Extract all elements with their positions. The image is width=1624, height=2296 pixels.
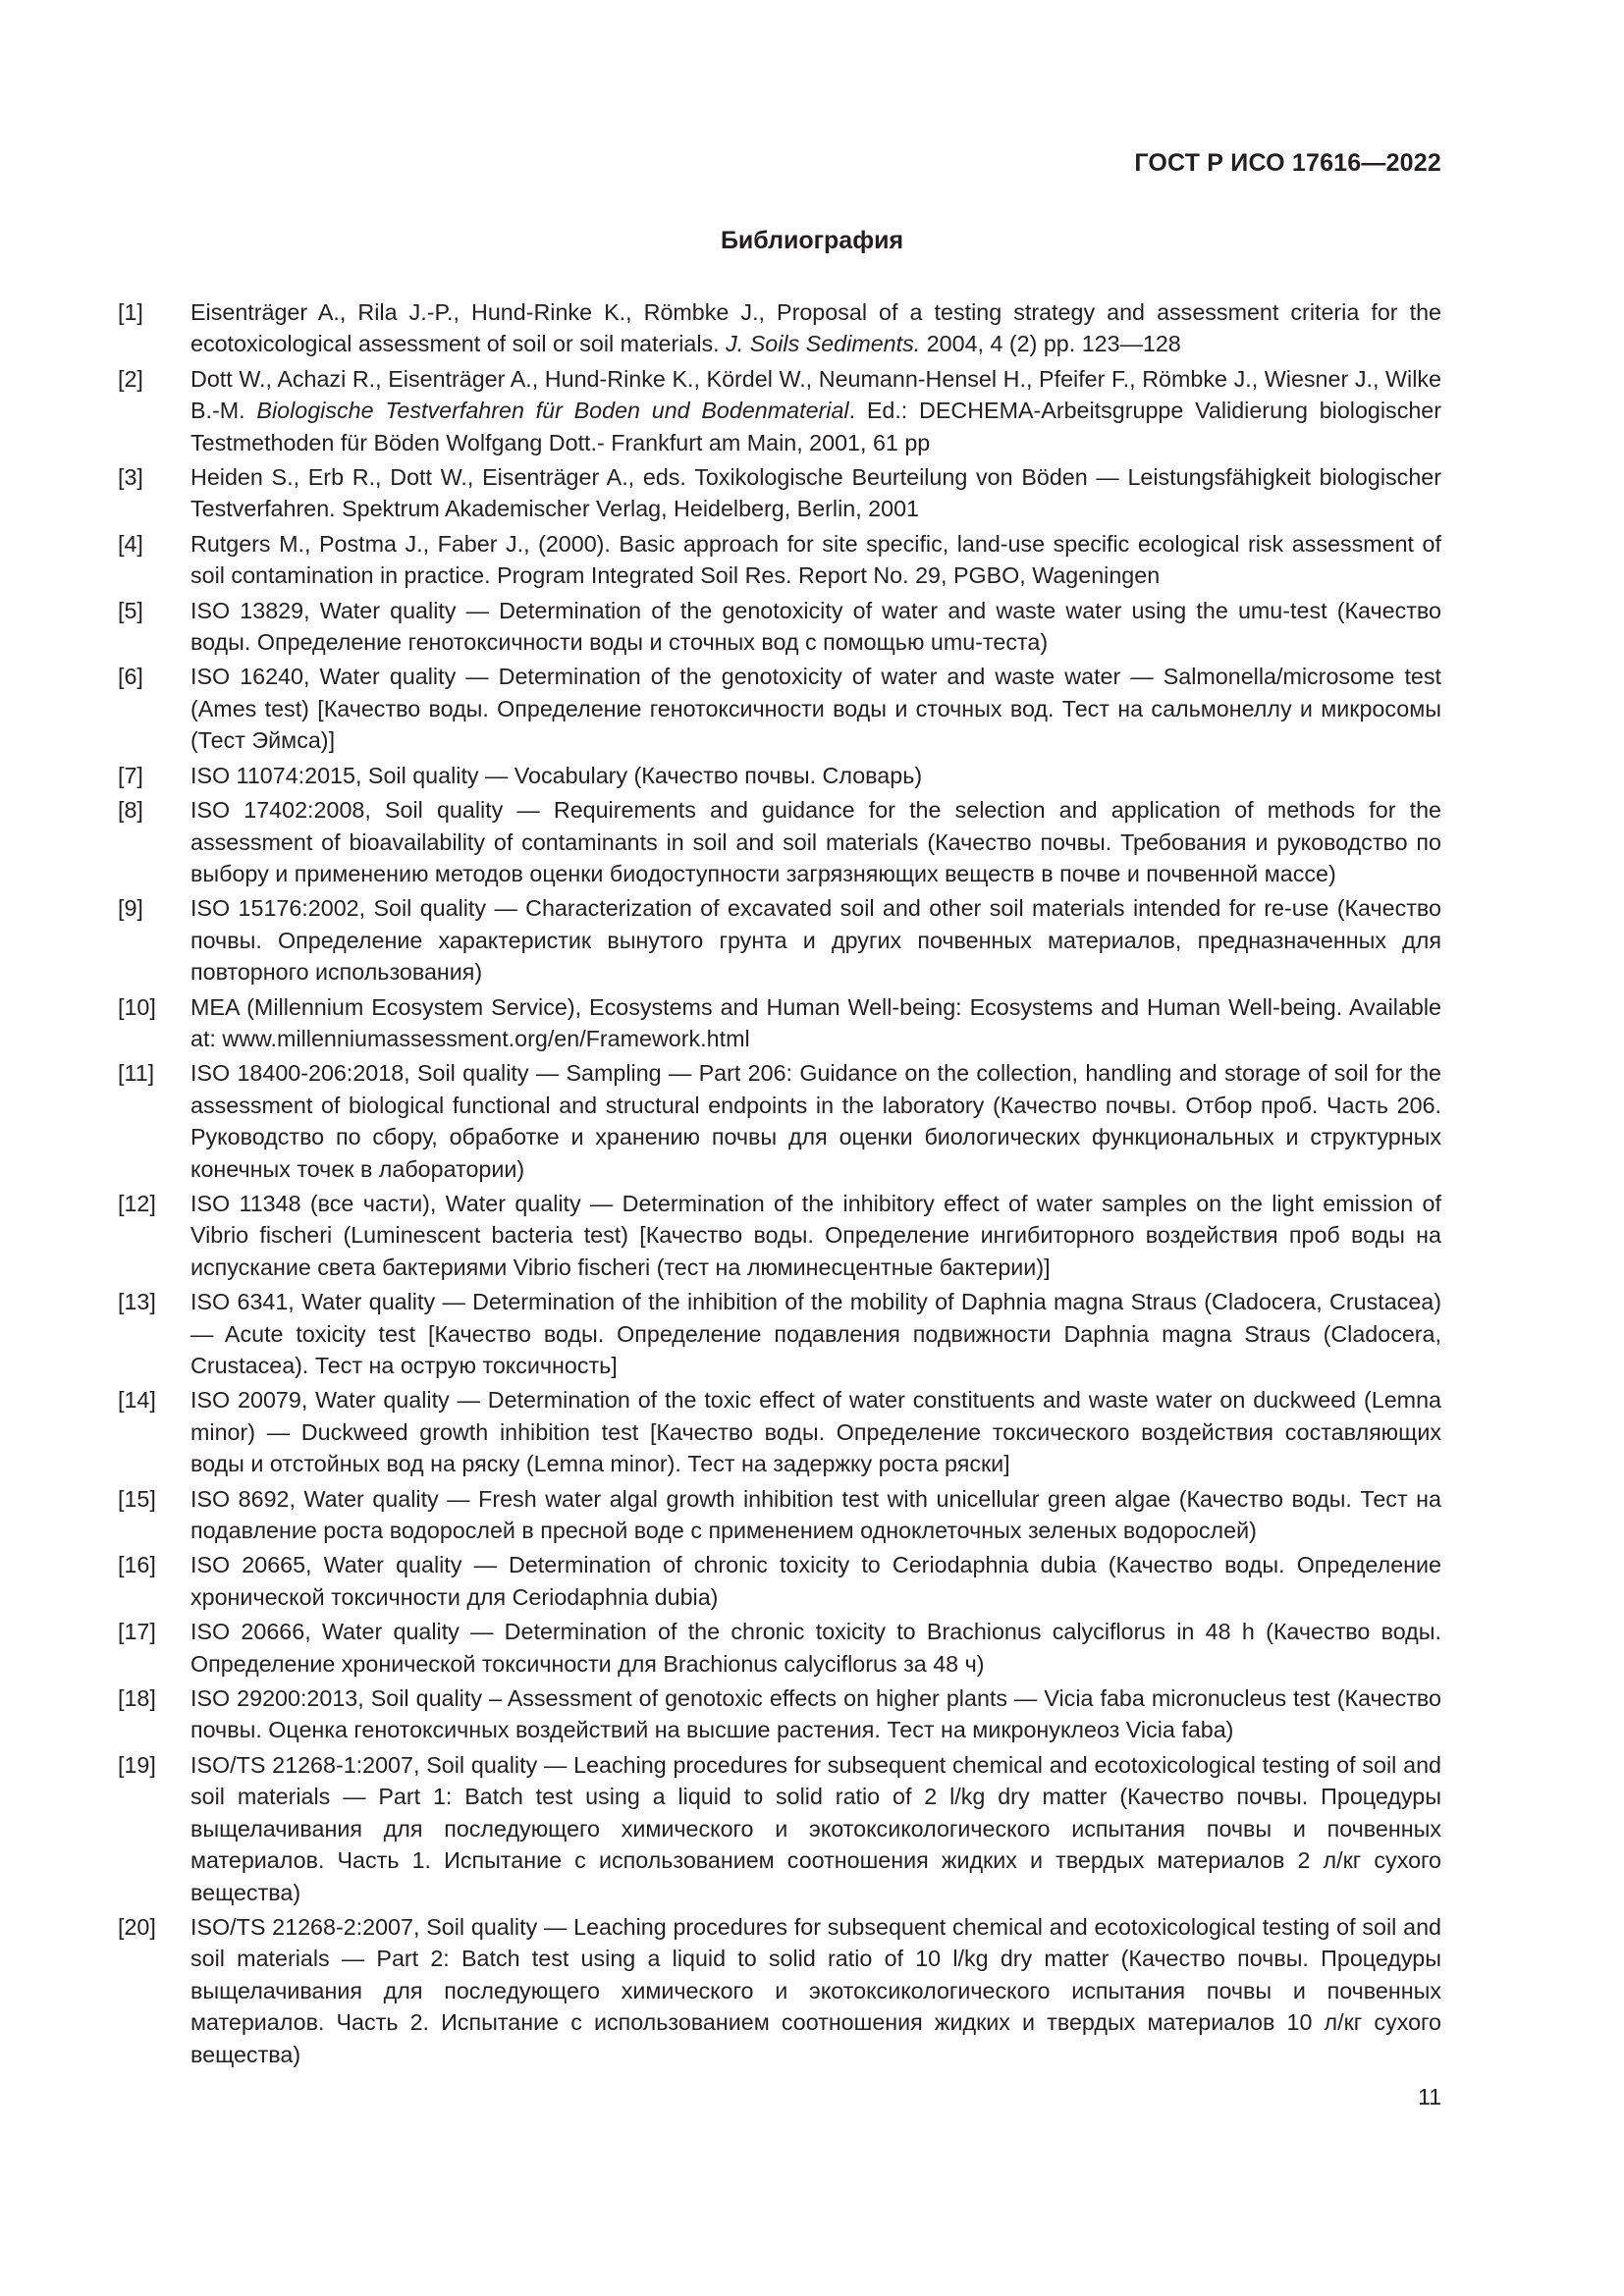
reference-segment: ISO 15176:2002, Soil quality — Characterization of excavated soil and other soil materials intended for re-use (Качество почвы. Определение характеристик вынутого грунта и других почвенных материалов, предназначенных для повторного использования) xyxy=(190,895,1441,986)
reference-number: [2] xyxy=(118,365,143,392)
reference-text xyxy=(190,1384,1441,1479)
reference-text xyxy=(190,1911,1441,2070)
reference-number: [3] xyxy=(118,464,143,491)
reference-item xyxy=(118,1188,1441,1283)
reference-item xyxy=(118,1286,1441,1381)
reference-segment: ISO 16240, Water quality — Determination of the genotoxicity of water and waste water — Salmonella/microsome test (Ames test) [Качество воды. Определение генотоксичности воды и сточных вод. Тест на сальмонеллу и микросомы (Тест Эймса)] xyxy=(190,664,1441,754)
reference-segment: ISO 29200:2013, Soil quality – Assessment of genotoxic effects on higher plants — Vicia faba micronucleus test (Качество почвы. Оценка генотоксичных воздействий на высшие растения. Тест на микронуклеоз Vicia faba) xyxy=(190,1685,1441,1743)
reference-text xyxy=(190,1188,1441,1283)
reference-number: [16] xyxy=(118,1552,156,1578)
reference-item xyxy=(118,363,1441,458)
reference-segment: ISO/TS 21268-1:2007, Soil quality — Leaching procedures for subsequent chemical and ecotoxicological testing of soil and soil materials — Part 1: Batch test using a liquid to solid ratio of 2 l/kg dry matter (Качество почвы. Процедуры выщелачивания для последующего химического и экотоксикологического испытания почвы и почвенных материалов. Часть 1. Испытание с использованием соотношения жидких и твердых материалов 2 л/кг сухого вещества) xyxy=(190,1751,1441,1905)
reference-number: [4] xyxy=(118,530,143,557)
reference-item xyxy=(118,461,1441,525)
reference-segment: ISO 11074:2015, Soil quality — Vocabulary (Качество почвы. Словарь) xyxy=(190,762,923,788)
reference-item xyxy=(118,760,1441,791)
reference-italic-segment: Biologische Testverfahren für Boden und Bodenmaterial xyxy=(256,398,849,424)
reference-number: [7] xyxy=(118,762,143,788)
reference-segment: ISO 17402:2008, Soil quality — Requirements and guidance for the selection and application of methods for the assessment of bioavailability of contaminants in soil and soil materials (Качество почвы. Требования и руководство по выбору и применению методов оценки биодоступности загрязняющих веществ в почве и почвенной массе) xyxy=(190,797,1441,886)
reference-number: [10] xyxy=(118,993,156,1020)
reference-segment: . Ed.: DECHEMA-Arbeitsgruppe Validierung biologischer Testmethoden für Böden Wolfgang Dott.- Frankfurt am Main, 2001, 61 pp xyxy=(190,398,1442,455)
reference-segment: ISO 13829, Water quality — Determination of the genotoxicity of water and waste water using the umu-test (Качество воды. Определение генотоксичности воды и сточных вод с помощью umu-теста) xyxy=(190,597,1441,656)
reference-number: [17] xyxy=(118,1619,156,1645)
reference-item xyxy=(118,1057,1441,1185)
reference-segment: Heiden S., Erb R., Dott W., Eisenträger A., eds. Toxikologische Beurteilung von Böden — Leistungsfähigkeit biologischer Testverfahren. Spektrum Akademischer Verlag, Heidelberg, Berlin, 2001 xyxy=(190,464,1441,522)
reference-text xyxy=(190,760,1441,791)
reference-segment: ISO 20079, Water quality — Determination of the toxic effect of water constituents and waste water on duckweed (Lemna minor) — Duckweed growth inhibition test [Качество воды. Определение токсического воздействия составляющих воды и отстойных вод на ряску (Lemna minor). Тест на задержку роста ряски] xyxy=(190,1387,1441,1477)
page-number: 11 xyxy=(1418,2084,1441,2109)
reference-item xyxy=(118,528,1441,592)
reference-text xyxy=(190,1749,1441,1908)
document-identifier: ГОСТ Р ИСО 17616—2022 xyxy=(1134,149,1441,177)
reference-item xyxy=(118,794,1441,889)
reference-text xyxy=(190,461,1441,525)
reference-segment: ISO 6341, Water quality — Determination of the inhibition of the mobility of Daphnia magna Straus (Cladocera, Crustacea) — Acute toxicity test [Качество воды. Определение подавления подвижности Daphnia magna Straus (Cladocera, Crustacea). Тест на острую токсичность] xyxy=(190,1289,1441,1378)
reference-item xyxy=(118,1384,1441,1479)
reference-item xyxy=(118,296,1441,360)
reference-number: [6] xyxy=(118,664,143,690)
reference-number: [11] xyxy=(118,1060,155,1087)
reference-item xyxy=(118,1682,1441,1746)
reference-segment: ISO/TS 21268-2:2007, Soil quality — Leaching procedures for subsequent chemical and ecotoxicological testing of soil and soil materials — Part 2: Batch test using a liquid to solid ratio of 10 l/kg dry matter (Качество почвы. Процедуры выщелачивания для последующего химического и экотоксикологического испытания почвы и почвенных материалов. Часть 2. Испытание с использованием соотношения жидких и твердых материалов 10 л/кг сухого вещества) xyxy=(190,1913,1441,2067)
reference-text xyxy=(190,991,1441,1055)
reference-item xyxy=(118,1483,1441,1547)
reference-text xyxy=(190,1549,1441,1613)
reference-item xyxy=(118,661,1441,756)
reference-segment: Eisenträger A., Rila J.-P., Hund-Rinke K., Römbke J., Proposal of a testing strategy and assessment criteria for the ecotoxicological assessment of soil or soil materials. xyxy=(190,299,1441,357)
reference-number: [12] xyxy=(118,1190,156,1216)
reference-text xyxy=(190,1682,1441,1746)
reference-item xyxy=(118,1616,1441,1680)
reference-item xyxy=(118,991,1441,1055)
reference-item xyxy=(118,1549,1441,1613)
reference-text xyxy=(190,1057,1441,1185)
reference-number: [13] xyxy=(118,1289,156,1315)
reference-text xyxy=(190,892,1441,988)
reference-number: [8] xyxy=(118,797,143,824)
reference-segment: MEA (Millennium Ecosystem Service), Ecosystems and Human Well-being: Ecosystems and Human Well-being. Available at: www.millenniumassessment.org/en/Framework.html xyxy=(190,993,1441,1051)
reference-text xyxy=(190,296,1441,360)
reference-number: [19] xyxy=(118,1751,156,1778)
reference-item xyxy=(118,892,1441,988)
reference-number: [20] xyxy=(118,1913,156,1940)
reference-segment: Dott W., Achazi R., Eisenträger A., Hund-Rinke K., Kördel W., Neumann-Hensel H., Pfeifer F., Römbke J., Wiesner J., Wilke B.-M. xyxy=(190,365,1441,424)
reference-number: [14] xyxy=(118,1387,156,1414)
reference-number: [1] xyxy=(118,299,143,325)
reference-segment: Rutgers M., Postma J., Faber J., (2000). Basic approach for site specific, land-use specific ecological risk assessment of soil contamination in practice. Program Integrated Soil Res. Report No. 29, PGBO, Wageningen xyxy=(190,530,1441,589)
reference-number: [9] xyxy=(118,895,143,922)
reference-text xyxy=(190,794,1441,889)
bibliography-title: Библиография xyxy=(720,227,904,254)
reference-number: [15] xyxy=(118,1485,156,1512)
reference-segment: ISO 20666, Water quality — Determination of the chronic toxicity to Brachionus calyciflorus in 48 h (Качество воды. Определение хронической токсичности для Brachionus calyciflorus за 48 ч) xyxy=(190,1619,1441,1677)
reference-text xyxy=(190,1483,1441,1547)
reference-number: [5] xyxy=(118,597,143,623)
reference-text xyxy=(190,1286,1441,1381)
reference-segment: ISO 8692, Water quality — Fresh water algal growth inhibition test with unicellular green algae (Качество воды. Тест на подавление роста водорослей в пресной воде с применением одноклеточных зеленых водорослей) xyxy=(190,1485,1441,1544)
reference-text xyxy=(190,661,1441,756)
reference-number: [18] xyxy=(118,1685,156,1712)
reference-item xyxy=(118,595,1441,659)
reference-segment: ISO 20665, Water quality — Determination of chronic toxicity to Ceriodaphnia dubia (Качество воды. Определение хронической токсичности для Ceriodaphnia dubia) xyxy=(190,1552,1441,1610)
reference-text xyxy=(190,1616,1441,1680)
reference-item xyxy=(118,1749,1441,1908)
reference-italic-segment: J. Soils Sediments. xyxy=(726,331,921,357)
reference-list xyxy=(118,296,1441,2073)
reference-item xyxy=(118,1911,1441,2070)
reference-text xyxy=(190,363,1441,458)
reference-segment: ISO 18400-206:2018, Soil quality — Sampling — Part 206: Guidance on the collection, handling and storage of soil for the assessment of biological functional and structural endpoints in the laboratory (Качество почвы. Отбор проб. Часть 206. Руководство по сбору, обработке и хранению почвы для оценки биологических функциональных и структурных конечных точек в лаборатории) xyxy=(190,1060,1441,1182)
reference-text xyxy=(190,595,1441,659)
reference-segment: ISO 11348 (все части), Water quality — Determination of the inhibitory effect of water samples on the light emission of Vibrio fischeri (Luminescent bacteria test) [Качество воды. Определение ингибиторного воздействия проб воды на испускание света бактериями Vibrio fischeri (тест на люминесцентные бактерии)] xyxy=(190,1190,1441,1280)
reference-text xyxy=(190,528,1441,592)
reference-segment: 2004, 4 (2) pp. 123—128 xyxy=(920,331,1181,357)
